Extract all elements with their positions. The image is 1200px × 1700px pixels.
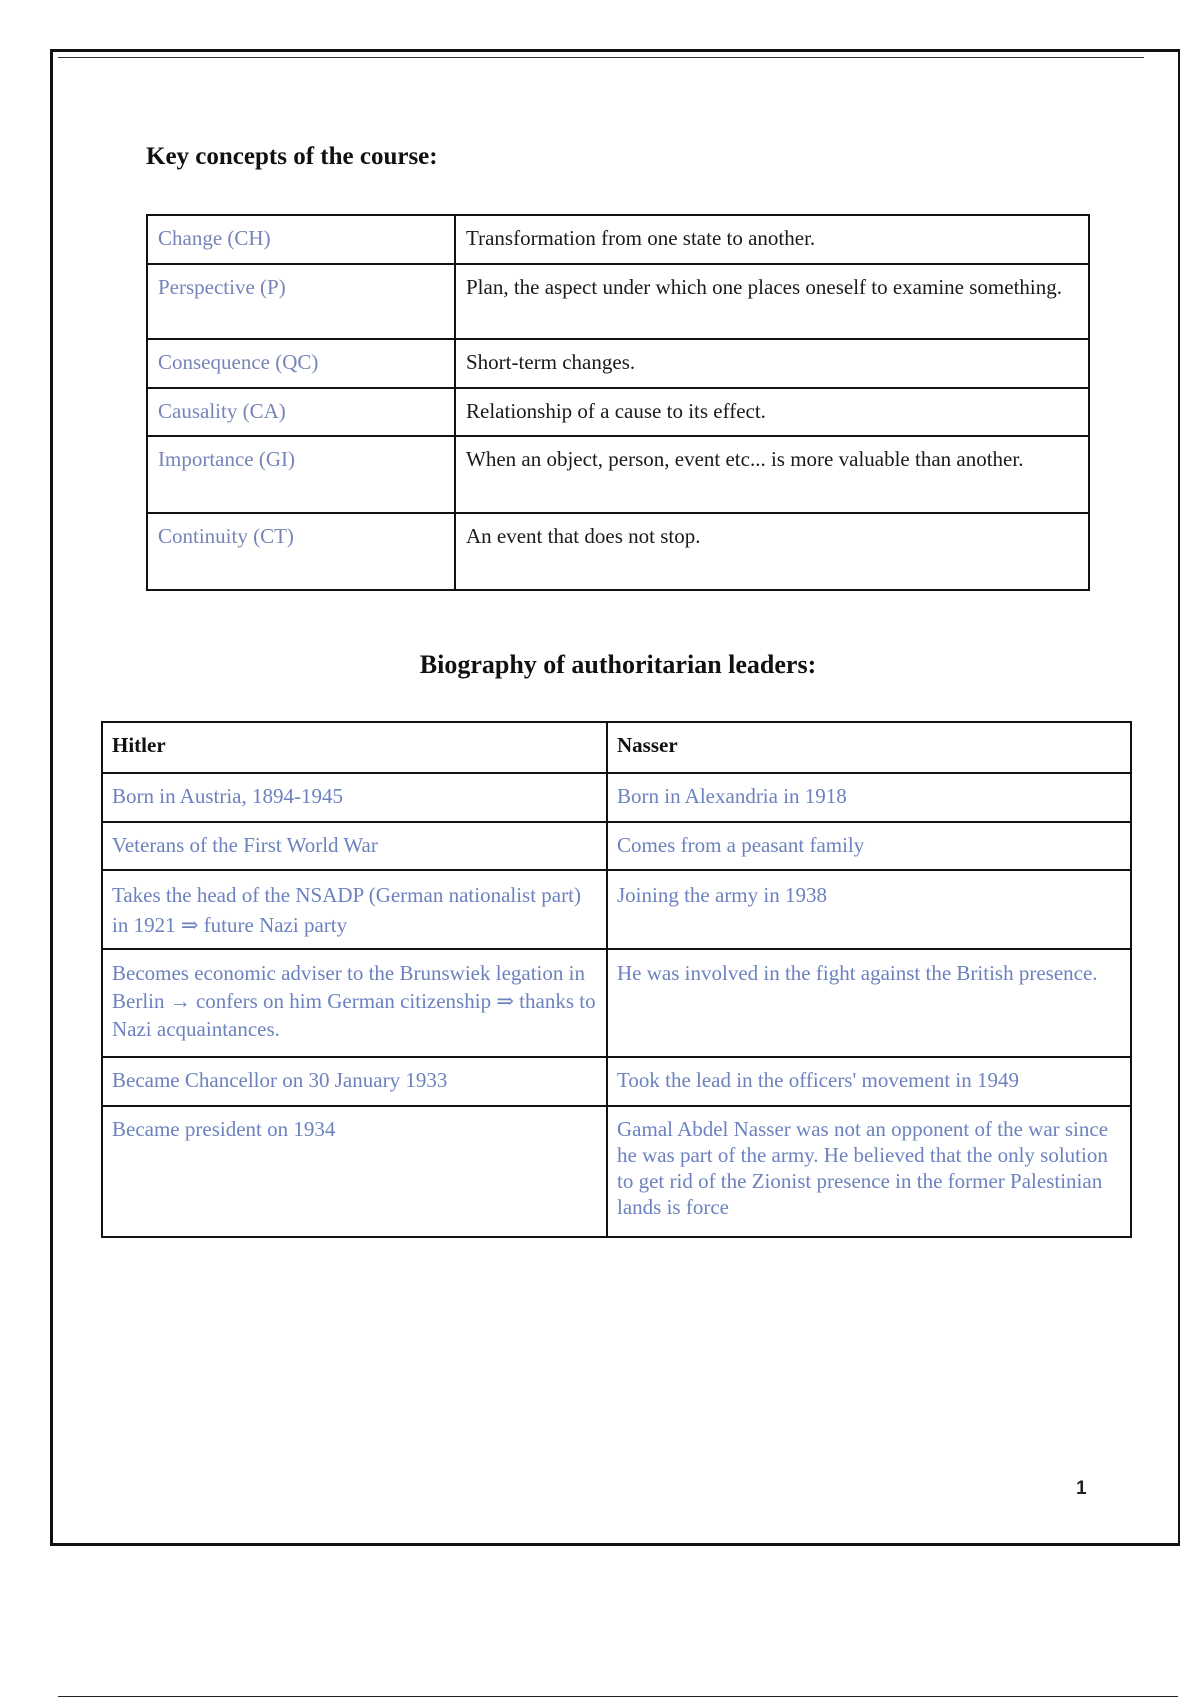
nasser-cell: Born in Alexandria in 1918	[607, 773, 1131, 822]
hitler-cell: Became Chancellor on 30 January 1933	[102, 1057, 607, 1106]
table-row	[147, 388, 1089, 436]
concept-term: Change (CH)	[147, 215, 455, 264]
page-number: 1	[1076, 1478, 1087, 1499]
column-header-hitler: Hitler	[102, 722, 607, 773]
nasser-cell: Joining the army in 1938	[607, 870, 1131, 949]
table-header-row	[102, 722, 1131, 773]
table-row	[102, 1106, 1131, 1237]
hitler-cell: Becomes economic adviser to the Brunswiek legation in Berlin → confers on him German citizenship ⇒ thanks to Nazi acquaintances.	[102, 949, 607, 1057]
key-concepts-heading: Key concepts of the course:	[146, 143, 438, 170]
concept-definition: Plan, the aspect under which one places oneself to examine something.	[455, 264, 1089, 339]
table-row	[102, 949, 1131, 1057]
biography-heading: Biography of authoritarian leaders:	[419, 650, 817, 679]
table-row	[147, 513, 1089, 590]
nasser-cell: He was involved in the fight against the British presence.	[607, 949, 1131, 1057]
concept-term: Causality (CA)	[147, 388, 455, 436]
table-row	[147, 436, 1089, 513]
concept-term: Continuity (CT)	[147, 513, 455, 590]
concept-definition: An event that does not stop.	[455, 513, 1089, 590]
hitler-cell: Veterans of the First World War	[102, 822, 607, 870]
concept-term: Consequence (QC)	[147, 339, 455, 388]
hitler-cell: Takes the head of the NSADP (German nationalist part) in 1921 ⇒ future Nazi party	[102, 870, 607, 949]
top-rule	[58, 57, 1144, 58]
table-row	[147, 215, 1089, 264]
concept-term: Importance (GI)	[147, 436, 455, 513]
concept-definition: Transformation from one state to another.	[455, 215, 1089, 264]
biography-table	[101, 721, 1132, 1238]
nasser-cell: Took the lead in the officers' movement in 1949	[607, 1057, 1131, 1106]
concept-definition: Short-term changes.	[455, 339, 1089, 388]
table-row	[102, 1057, 1131, 1106]
bottom-rule	[58, 1696, 1178, 1697]
table-row	[102, 773, 1131, 822]
hitler-cell: Born in Austria, 1894-1945	[102, 773, 607, 822]
concept-term: Perspective (P)	[147, 264, 455, 339]
table-row	[147, 339, 1089, 388]
concept-definition: Relationship of a cause to its effect.	[455, 388, 1089, 436]
nasser-cell: Comes from a peasant family	[607, 822, 1131, 870]
nasser-cell: Gamal Abdel Nasser was not an opponent of the war since he was part of the army. He believed that the only solution to get rid of the Zionist presence in the former Palestinian lands is force	[607, 1106, 1131, 1237]
table-row	[147, 264, 1089, 339]
table-row	[102, 870, 1131, 949]
key-concepts-table	[146, 214, 1090, 591]
hitler-cell: Became president on 1934	[102, 1106, 607, 1237]
table-row	[102, 822, 1131, 870]
column-header-nasser: Nasser	[607, 722, 1131, 773]
concept-definition: When an object, person, event etc... is more valuable than another.	[455, 436, 1089, 513]
